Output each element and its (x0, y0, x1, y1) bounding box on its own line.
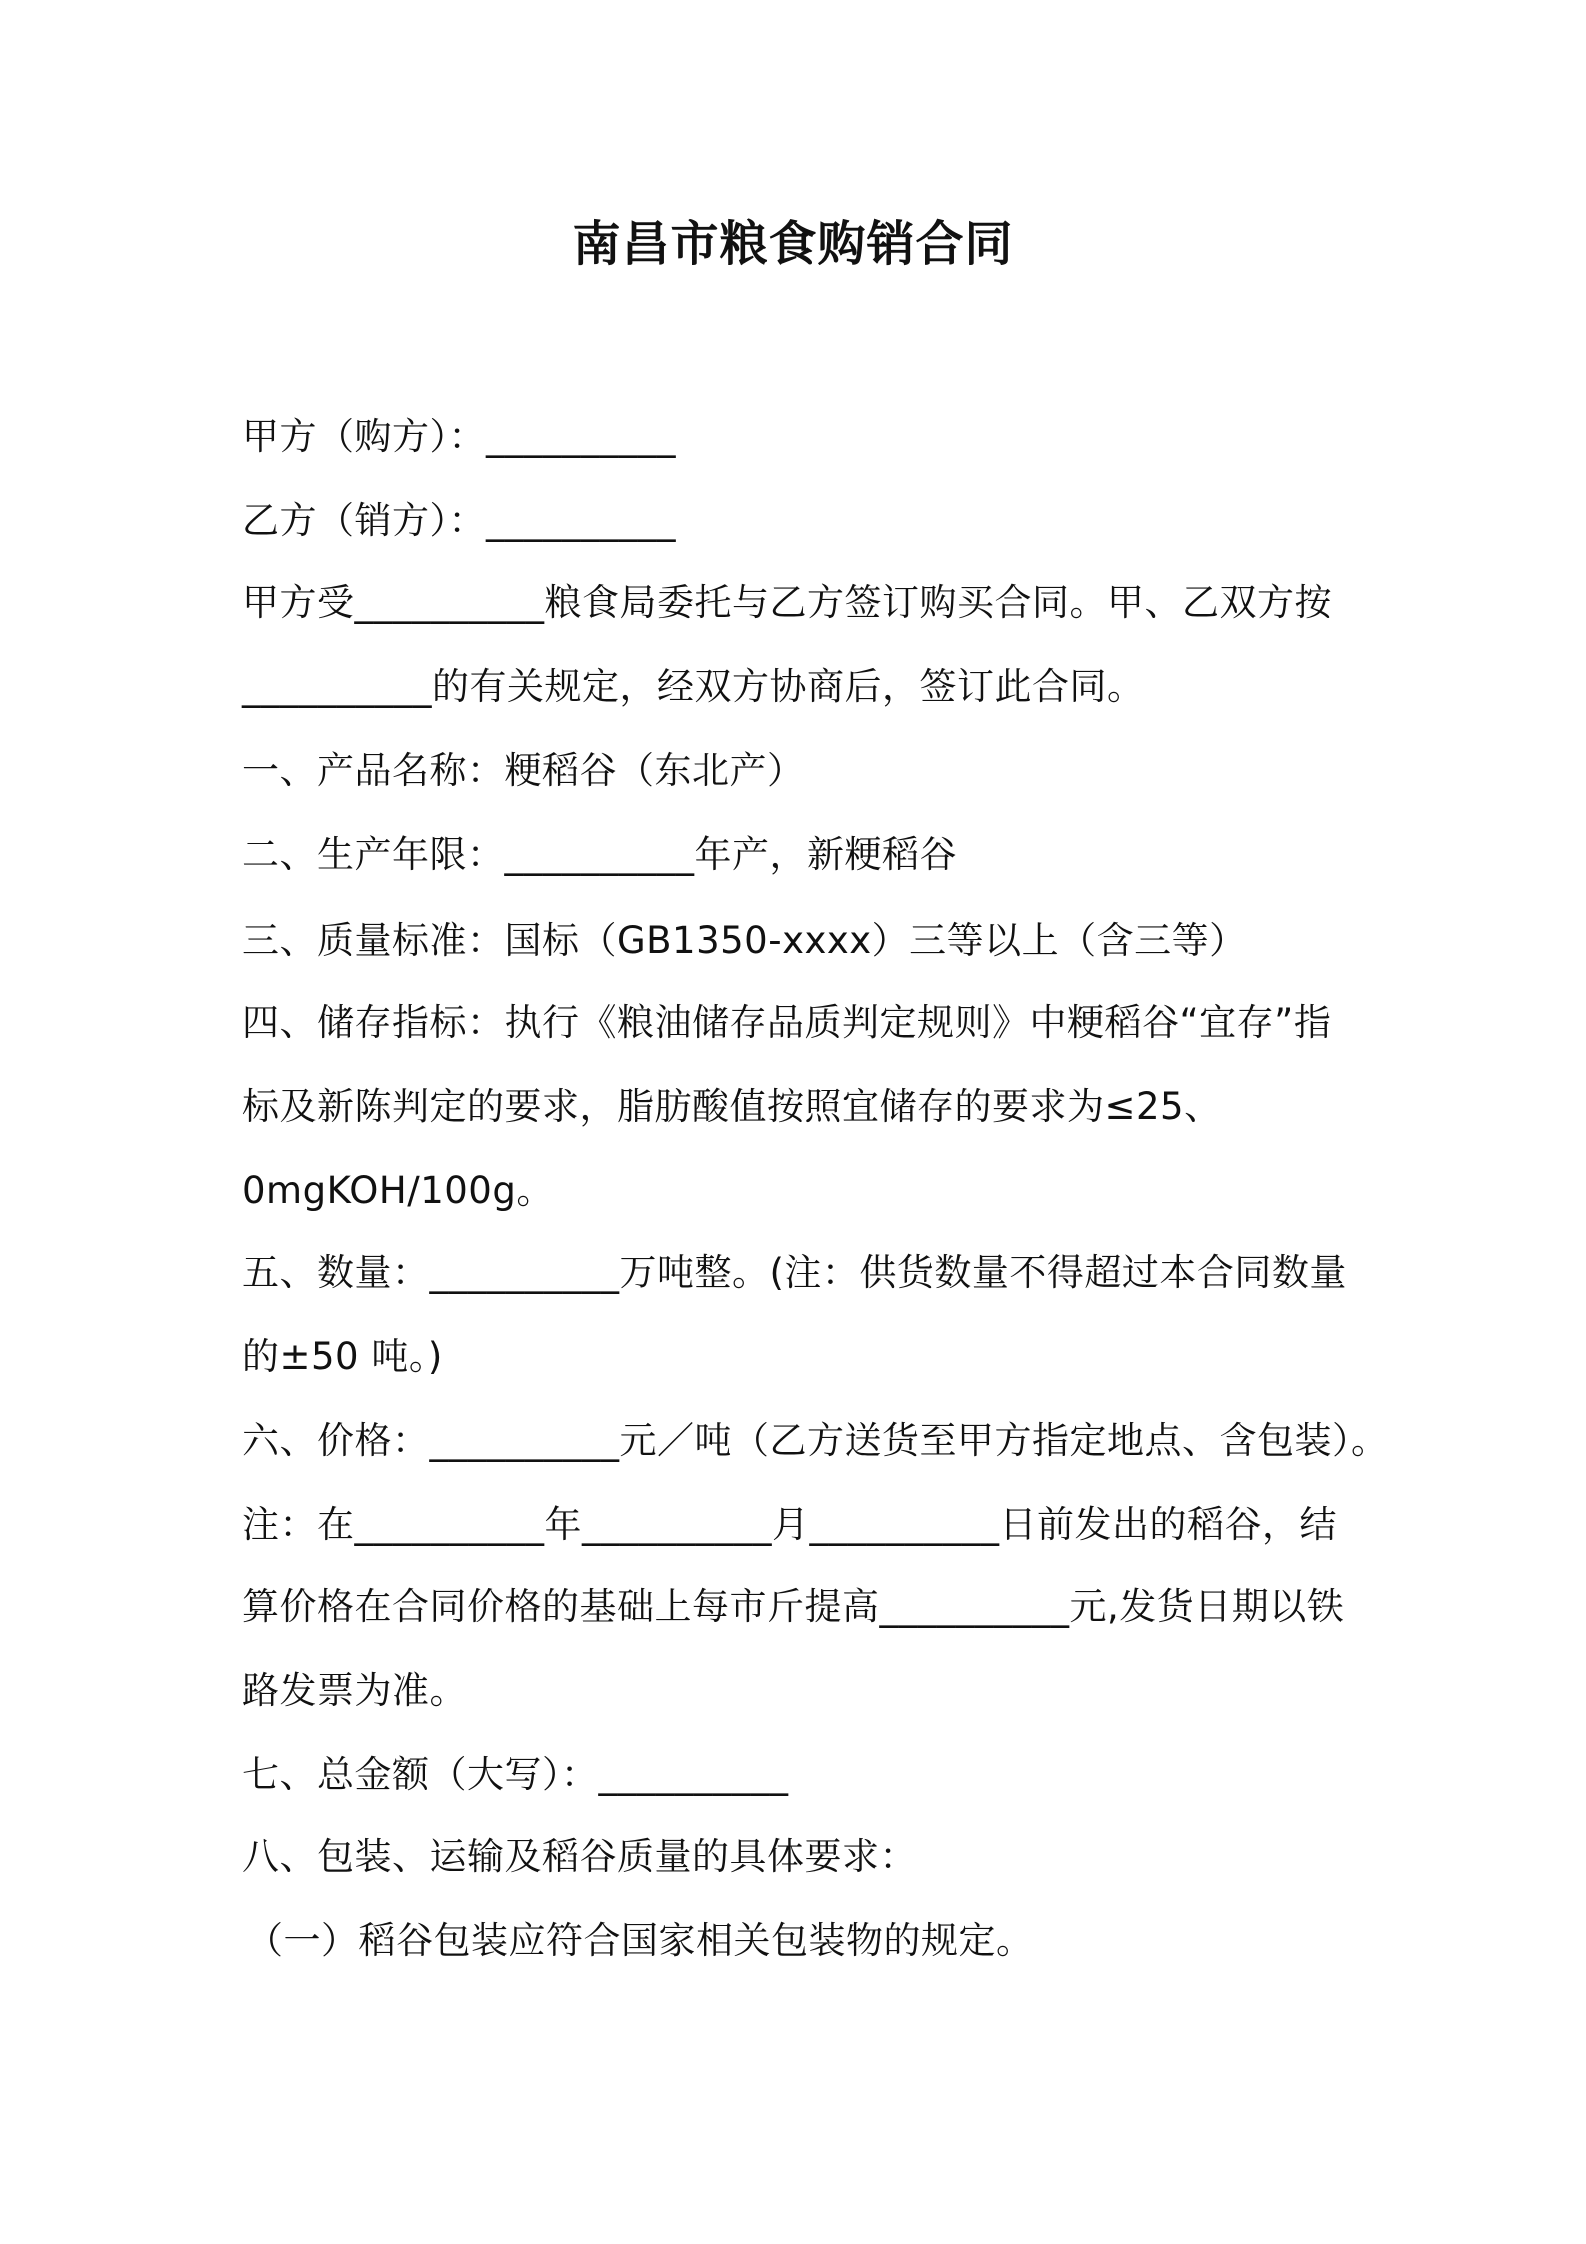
clause-total-amount: 七、总金额（大写）：__________ (242, 1753, 789, 1796)
clause-product-name: 一、产品名称：粳稻谷（东北产） (242, 749, 805, 792)
clause-packaging: 八、包装、运输及稻谷质量的具体要求： (242, 1835, 917, 1878)
price-note-cont: 路发票为准。 (242, 1669, 467, 1712)
clause-quality-standard: 三、质量标准：国标（GB1350-xxxx）三等以上（含三等） (242, 919, 1247, 962)
clause-storage-index: 四、储存指标：执行《粮油储存品质判定规则》中粳稻谷“宜存”指 (242, 1001, 1332, 1044)
party-b-line: 乙方（销方）：__________ (242, 499, 676, 542)
paragraph-line: 甲方受__________粮食局委托与乙方签订购买合同。甲、乙双方按 (242, 581, 1332, 624)
party-a-line: 甲方（购方）：__________ (242, 415, 676, 458)
clause-storage-index-cont: 0mgKOH/100g。 (242, 1169, 554, 1212)
price-note: 注：在__________年__________月__________日前发出的稻谷，结 (242, 1503, 1337, 1546)
price-note-cont: 算价格在合同价格的基础上每市斤提高__________元,发货日期以铁 (242, 1585, 1345, 1628)
clause-quantity-cont: 的±50 吨。) (242, 1335, 443, 1378)
packaging-item-1: （一）稻谷包装应符合国家相关包装物的规定。 (246, 1919, 1034, 1962)
clause-production-year: 二、生产年限：__________年产，新粳稻谷 (242, 833, 957, 876)
clause-quantity: 五、数量：__________万吨整。(注：供货数量不得超过本合同数量 (242, 1251, 1347, 1294)
document-title: 南昌市粮食购销合同 (572, 216, 1014, 272)
clause-price: 六、价格：__________元／吨（乙方送货至甲方指定地点、含包装）。 (242, 1419, 1389, 1462)
clause-storage-index-cont: 标及新陈判定的要求，脂肪酸值按照宜储存的要求为≤25、 (242, 1085, 1222, 1128)
paragraph-line: __________的有关规定，经双方协商后，签订此合同。 (242, 665, 1145, 708)
